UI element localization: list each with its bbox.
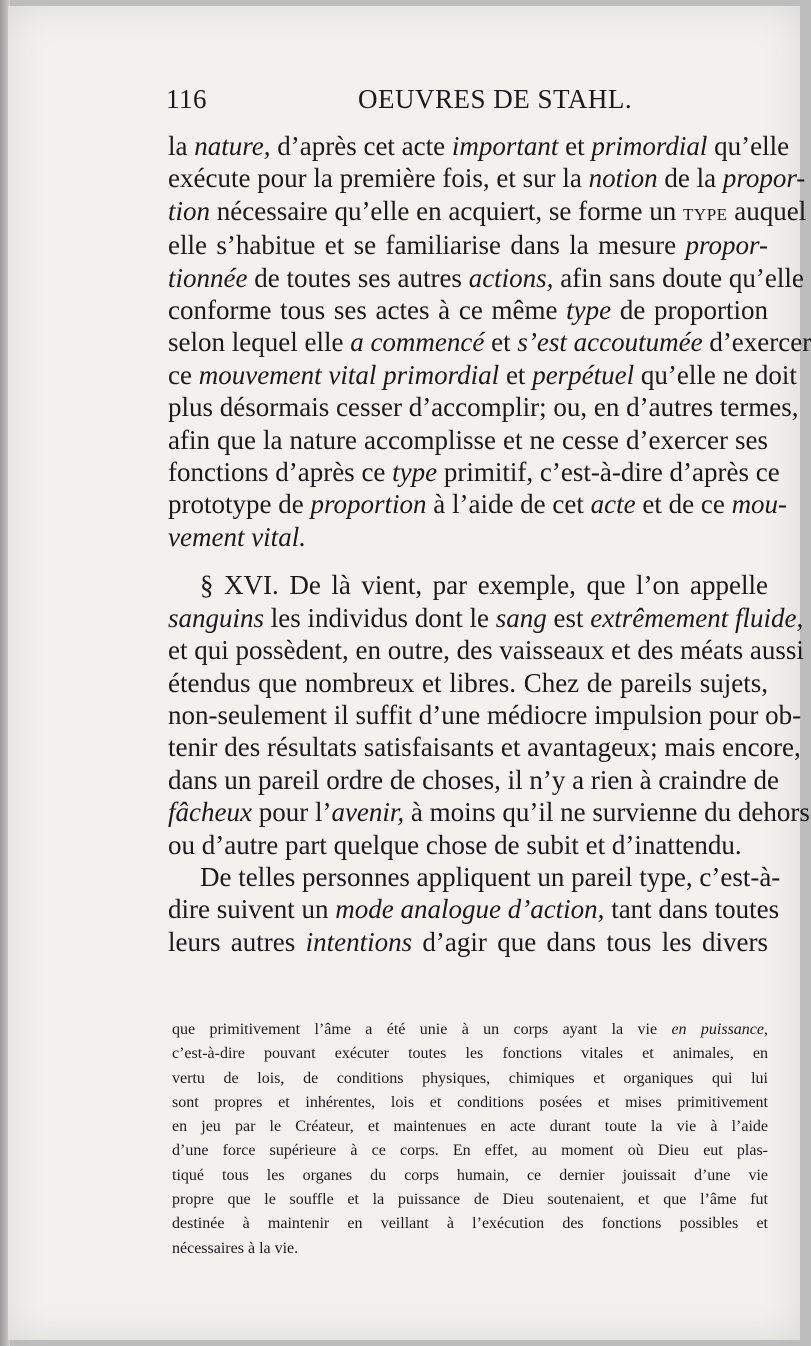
emphasis: vement vital. — [168, 521, 306, 552]
emphasis: perpétuel — [532, 359, 635, 390]
text-line: fonctions d’après ce type primitif, c’est-à-dire d’après ce — [168, 457, 780, 488]
text-line: sanguins les individus dont le sang est extrêmement fluide, — [168, 602, 804, 633]
footnote-line: en jeu par le Créateur, et maintenues en acte durant toute la vie à l’aide — [172, 1118, 768, 1136]
emphasis: propor- — [685, 230, 768, 261]
emphasis: mouvement vital primordial — [198, 359, 500, 390]
emphasis: type — [566, 295, 612, 326]
footnote-line: propre que le souffle et la puissance de Dieu soutenaient, et que l’âme fut — [172, 1191, 768, 1209]
paragraph-2 — [168, 569, 810, 861]
emphasis: mode analogue d’action, — [335, 894, 605, 925]
emphasis: notion — [588, 163, 658, 194]
paragraph-3 — [168, 861, 781, 958]
main-text — [168, 130, 811, 958]
emphasis: fâcheux — [168, 797, 252, 828]
footnote-line: nécessaires à la vie. — [172, 1239, 299, 1257]
text-line — [168, 521, 768, 553]
emphasis: en puissance, — [671, 1021, 769, 1038]
footnote-line: destinée à maintenir en veillant à l’exécution des fonctions possibles et — [172, 1215, 768, 1233]
page-header — [160, 84, 780, 124]
footnote-line: tiqué tous les organes du corps humain, ce dernier jouissait d’une vie — [172, 1166, 768, 1184]
page-number: 116 — [166, 84, 207, 114]
footnote-line: c’est-à-dire pouvant exécuter toutes les fonctions vitales et animales, en — [172, 1045, 768, 1063]
footnote-line: que primitivement l’âme a été unie à un corps ayant la vie en puissance, — [172, 1021, 769, 1038]
emphasis: extrêmement fluide, — [590, 602, 804, 633]
small-caps-term: type — [683, 199, 728, 226]
text-line: tenir des résultats satisfaisants et avantageux; mais encore, — [168, 732, 801, 763]
emphasis: a commencé — [350, 327, 485, 358]
text-line: dans un pareil ordre de choses, il n’y a rien à craindre de — [168, 764, 779, 795]
text-line: conforme tous ses actes à ce même type de proportion — [168, 295, 768, 326]
text-line: la nature, d’après cet acte important et primordial qu’elle — [168, 131, 790, 161]
text-line: plus désormais cesser d’accomplir; ou, en d’autres termes, — [168, 392, 799, 423]
text-line: tion nécessaire qu’elle en acquiert, se forme un type auquel — [168, 195, 807, 226]
text-line: ou d’autre part quelque chose de subit et d’inattendu. — [168, 829, 742, 860]
emphasis: sanguins — [168, 602, 265, 633]
emphasis: propor- — [722, 163, 806, 194]
text-line: dire suivent un mode analogue d’action, tant dans toutes — [168, 894, 780, 925]
emphasis: avenir, — [331, 797, 405, 828]
text-line: étendus que nombreux et libres. Chez de pareils sujets, — [168, 667, 768, 698]
emphasis: actions, — [468, 262, 554, 293]
footnote-line: vertu de lois, de conditions physiques, chimiques et organiques qui lui — [172, 1069, 768, 1087]
text-line: fâcheux pour l’avenir, à moins qu’il ne survienne du dehors — [168, 797, 810, 828]
emphasis: tion — [168, 195, 211, 226]
text-line: exécute pour la première fois, et sur la notion de la propor- — [168, 163, 806, 194]
footnote — [172, 1018, 768, 1261]
emphasis: primordial — [591, 131, 708, 161]
text-line: leurs autres intentions d’agir que dans tous les divers — [168, 926, 768, 957]
footnote-line: sont propres et inhérentes, lois et conditions posées et mises primitivement — [172, 1093, 768, 1111]
emphasis: sang — [495, 602, 547, 633]
emphasis: intentions — [305, 926, 413, 957]
text-line: non-seulement il suffit d’une médiocre impulsion pour ob- — [168, 699, 802, 730]
emphasis: proportion — [310, 489, 427, 520]
paragraph-1 — [168, 130, 811, 553]
section-heading-line: § XVI. De là vient, par exemple, que l’on appelle — [200, 570, 768, 601]
text-line: De telles personnes appliquent un pareil type, c’est-à- — [200, 861, 781, 892]
text-line: selon lequel elle a commencé et s’est accoutumée d’exercer — [168, 327, 811, 358]
text-line: tionnée de toutes ses autres actions, afin sans doute qu’elle — [168, 262, 804, 293]
text-line: prototype de proportion à l’aide de cet acte et de ce mou- — [168, 489, 788, 520]
text-line: et qui possèdent, en outre, des vaisseaux et des méats aussi — [168, 635, 804, 666]
emphasis: mou- — [731, 489, 788, 520]
running-title: OEUVRES DE STAHL. — [358, 84, 633, 114]
text-line: afin que la nature accomplisse et ne cesse d’exercer ses — [168, 424, 768, 455]
emphasis: acte — [590, 489, 636, 520]
text-line: elle s’habitue et se familiarise dans la mesure propor- — [168, 230, 768, 261]
footnote-line: d’une force supérieure à ce corps. En effet, au moment où Dieu eut plas- — [172, 1142, 768, 1160]
emphasis: s’est accoutumée — [517, 327, 703, 358]
emphasis: type — [392, 457, 438, 488]
emphasis: important — [451, 131, 559, 161]
text-line: ce mouvement vital primordial et perpétuel qu’elle ne doit — [168, 359, 797, 390]
emphasis: tionnée — [168, 262, 248, 293]
emphasis: nature, — [194, 131, 271, 161]
